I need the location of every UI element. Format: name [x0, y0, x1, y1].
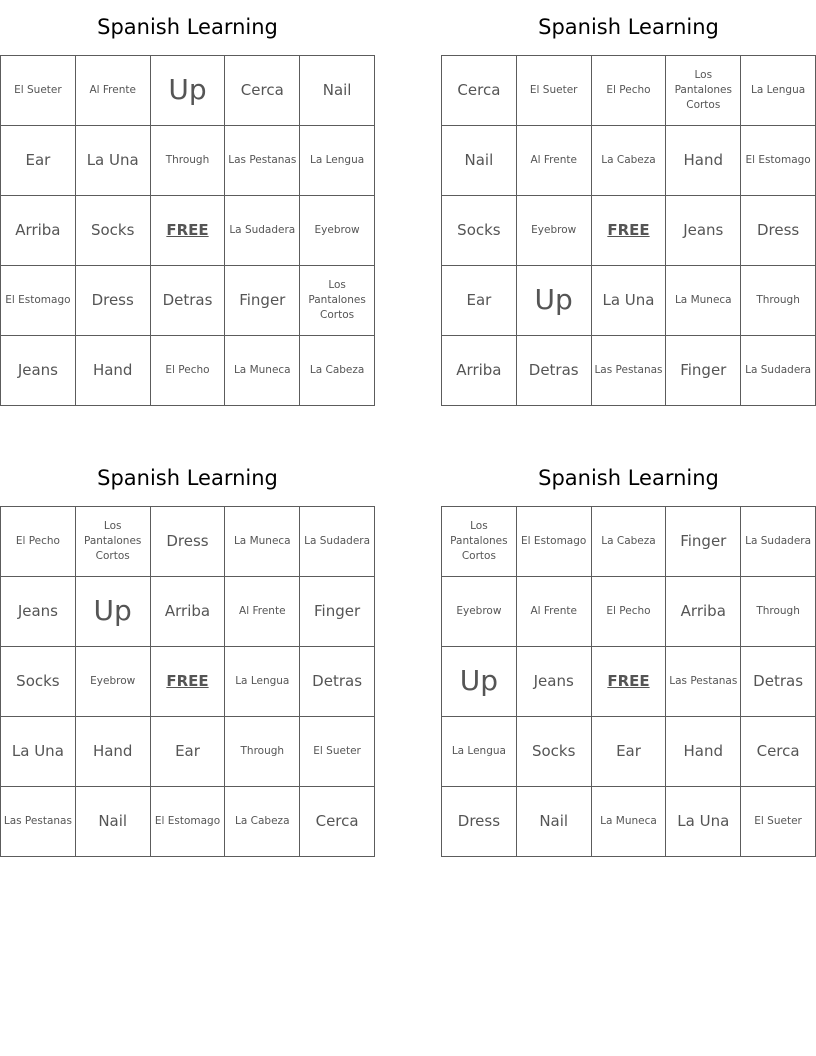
bingo-cell-text: La Muneca [600, 814, 657, 827]
bingo-cell [741, 507, 816, 577]
bingo-cell [666, 507, 741, 577]
bingo-cell-text: La Sudadera [745, 534, 812, 547]
bingo-cell-text: La Cabeza [601, 534, 656, 547]
bingo-cell [225, 266, 300, 336]
bingo-cell-text: La Lengua [751, 83, 806, 96]
bingo-cell-text: Finger [314, 601, 361, 620]
bingo-cell-text: Eyebrow [90, 674, 136, 687]
bingo-cell [300, 126, 375, 196]
bingo-cell-text: Up [93, 594, 132, 628]
bingo-cell-text: El Sueter [14, 83, 62, 96]
bingo-cell-text: El Pecho [165, 363, 210, 376]
bingo-cell-text: Las Pestanas [594, 363, 663, 376]
bingo-cell-text: El Estomago [154, 814, 221, 827]
bingo-cell-text: El Estomago [521, 534, 587, 547]
bingo-cell [76, 507, 151, 577]
bingo-cell-text: Up [534, 283, 573, 317]
bingo-cell-text: Los Pantalones Cortos [308, 278, 366, 322]
bingo-cell [442, 507, 517, 577]
bingo-cell [666, 717, 741, 787]
bingo-cell [517, 787, 592, 857]
bingo-cell [151, 507, 226, 577]
bingo-cell [1, 647, 76, 717]
bingo-cell-text: Cerca [315, 811, 359, 830]
bingo-cell [1, 266, 76, 336]
bingo-cell-text: FREE [607, 220, 650, 239]
bingo-cell [1, 787, 76, 857]
bingo-cell [592, 126, 667, 196]
bingo-cell-text: El Pecho [15, 534, 60, 547]
bingo-cell-text: Las Pestanas [3, 814, 72, 827]
bingo-cell-text: Las Pestanas [228, 153, 297, 166]
bingo-cell [76, 196, 151, 266]
bingo-cell-text: Cerca [756, 741, 800, 760]
bingo-cell-text: Ear [466, 290, 492, 309]
bingo-cell [517, 717, 592, 787]
bingo-cell [76, 577, 151, 647]
bingo-cell [666, 56, 741, 126]
bingo-cell [225, 577, 300, 647]
bingo-cell-text: Los Pantalones Cortos [83, 519, 142, 563]
bingo-cell-text: Finger [680, 360, 727, 379]
bingo-cell [517, 266, 592, 336]
bingo-cell [741, 787, 816, 857]
bingo-cell-text: El Sueter [754, 814, 802, 827]
bingo-cell-text: Dress [166, 531, 209, 550]
bingo-cell-text: Al Frente [239, 604, 286, 617]
bingo-cell-text: Hand [92, 360, 133, 379]
bingo-cell [225, 56, 300, 126]
bingo-cell-text: Detras [753, 671, 804, 690]
bingo-cell-text: Los Pantalones Cortos [674, 68, 732, 112]
bingo-cell [1, 717, 76, 787]
bingo-cell [76, 336, 151, 406]
bingo-cell [666, 126, 741, 196]
bingo-cell-text: Jeans [17, 360, 58, 379]
bingo-cell [300, 787, 375, 857]
bingo-cell [442, 647, 517, 717]
bingo-cell [151, 56, 226, 126]
bingo-cell [442, 266, 517, 336]
bingo-cell-text: Al Frente [89, 83, 136, 96]
bingo-cell [592, 266, 667, 336]
bingo-cell [442, 717, 517, 787]
bingo-cell [300, 196, 375, 266]
bingo-cell-text: El Pecho [606, 83, 651, 96]
bingo-cell-text: La Lengua [451, 744, 506, 757]
bingo-cell-text: Ear [25, 150, 51, 169]
bingo-cell-text: Through [240, 744, 285, 757]
bingo-cell-text: Jeans [683, 220, 724, 239]
bingo-cell [225, 196, 300, 266]
bingo-cell [300, 717, 375, 787]
bingo-cell [592, 577, 667, 647]
bingo-cell-text: El Estomago [745, 153, 811, 166]
bingo-cell [666, 336, 741, 406]
bingo-cell [517, 126, 592, 196]
bingo-cell-text: La Sudadera [304, 534, 371, 547]
bingo-cell [741, 717, 816, 787]
bingo-grid [441, 55, 816, 406]
bingo-cell [1, 507, 76, 577]
bingo-cell-text: La Cabeza [601, 153, 656, 166]
bingo-cell-text: Up [168, 73, 207, 107]
bingo-cell [225, 717, 300, 787]
bingo-cell-text: Nail [98, 811, 128, 830]
bingo-cell-text: Dress [756, 220, 800, 239]
bingo-cell-text: Arriba [680, 601, 726, 620]
bingo-cell-text: La Muneca [674, 293, 732, 306]
bingo-cell-text: El Pecho [606, 604, 651, 617]
bingo-cell-text: Socks [531, 741, 576, 760]
bingo-cell [151, 126, 226, 196]
bingo-cell-text: La Cabeza [309, 363, 365, 376]
bingo-cell [666, 196, 741, 266]
bingo-cell [592, 717, 667, 787]
bingo-cell-text: El Estomago [5, 293, 71, 306]
bingo-cell [666, 266, 741, 336]
free-space-cell [151, 647, 226, 717]
bingo-cell-text: El Sueter [313, 744, 361, 757]
bingo-cell-text: Ear [175, 741, 200, 760]
bingo-grid [0, 55, 375, 406]
bingo-cell-text: Hand [683, 741, 724, 760]
free-space-cell [592, 647, 667, 717]
bingo-cell-text: Eyebrow [531, 223, 577, 236]
bingo-cell-text: La Lengua [310, 153, 365, 166]
bingo-cell-text: Nail [322, 80, 352, 99]
bingo-cell [76, 787, 151, 857]
card-title: Spanish Learning [97, 466, 278, 490]
bingo-cell [76, 717, 151, 787]
bingo-cell-text: Jeans [17, 601, 58, 620]
card-title: Spanish Learning [538, 466, 719, 490]
bingo-cell [517, 577, 592, 647]
bingo-cell-text: Los Pantalones Cortos [450, 519, 508, 563]
bingo-cell [225, 507, 300, 577]
bingo-cell-text: Through [165, 153, 210, 166]
bingo-cell-text: Through [756, 604, 800, 617]
bingo-cell-text: Socks [457, 220, 501, 239]
bingo-grid [441, 506, 816, 857]
card-title: Spanish Learning [97, 15, 278, 39]
bingo-cell [225, 336, 300, 406]
card-title: Spanish Learning [538, 15, 719, 39]
bingo-cell [151, 717, 226, 787]
bingo-cell-text: La Sudadera [745, 363, 812, 376]
bingo-cell [225, 126, 300, 196]
bingo-cell [741, 577, 816, 647]
bingo-cell-text: Hand [683, 150, 724, 169]
bingo-cell-text: Arriba [164, 601, 211, 620]
bingo-grid [0, 506, 375, 857]
bingo-cell [592, 507, 667, 577]
bingo-cell [442, 196, 517, 266]
bingo-cell-text: FREE [607, 671, 650, 690]
bingo-cell-text: La Una [602, 290, 655, 309]
bingo-cell-text: Ear [616, 741, 641, 760]
bingo-cell-text: Dress [457, 811, 501, 830]
bingo-cell-text: FREE [166, 220, 209, 239]
bingo-cell-text: Detras [162, 290, 213, 309]
bingo-cell [151, 336, 226, 406]
bingo-cell-text: Nail [539, 811, 569, 830]
bingo-cell [225, 647, 300, 717]
bingo-cell-text: Finger [680, 531, 727, 550]
bingo-cell [442, 126, 517, 196]
bingo-cell-text: Socks [16, 671, 60, 690]
free-space-cell [592, 196, 667, 266]
bingo-cell [151, 787, 226, 857]
bingo-cell [300, 336, 375, 406]
bingo-cell [442, 577, 517, 647]
bingo-cell [1, 577, 76, 647]
bingo-cell-text: Hand [92, 741, 133, 760]
bingo-cell-text: Arriba [15, 220, 61, 239]
bingo-cell [300, 56, 375, 126]
bingo-cell-text: Eyebrow [456, 604, 502, 617]
bingo-cell [442, 56, 517, 126]
bingo-cell-text: Al Frente [530, 604, 577, 617]
bingo-cell-text: Las Pestanas [669, 674, 738, 687]
bingo-cell-text: Cerca [457, 80, 501, 99]
bingo-cell [300, 507, 375, 577]
bingo-cell [517, 56, 592, 126]
bingo-cell [442, 336, 517, 406]
bingo-cell [741, 196, 816, 266]
bingo-cell [1, 336, 76, 406]
bingo-cell [76, 56, 151, 126]
bingo-cell [151, 266, 226, 336]
bingo-cell [151, 577, 226, 647]
bingo-cell [741, 126, 816, 196]
bingo-cell-text: Eyebrow [314, 223, 360, 236]
bingo-cell [592, 787, 667, 857]
bingo-cell-text: La Una [11, 741, 64, 760]
bingo-cell-text: La Una [86, 150, 139, 169]
bingo-cell [517, 507, 592, 577]
bingo-cell-text: Dress [91, 290, 134, 309]
bingo-cell-text: La Una [677, 811, 730, 830]
bingo-cell [300, 647, 375, 717]
bingo-cell [1, 126, 76, 196]
bingo-cell [666, 787, 741, 857]
bingo-cell [225, 787, 300, 857]
bingo-cell-text: Through [756, 293, 800, 306]
bingo-cell [442, 787, 517, 857]
bingo-cell [76, 126, 151, 196]
bingo-cell [300, 266, 375, 336]
bingo-cell-text: El Sueter [529, 83, 578, 96]
bingo-cell-text: Detras [312, 671, 363, 690]
bingo-cell [1, 196, 76, 266]
bingo-cell [300, 577, 375, 647]
bingo-cell-text: Detras [528, 360, 579, 379]
bingo-cell-text: Nail [464, 150, 494, 169]
bingo-cell-text: Socks [90, 220, 135, 239]
bingo-cell [741, 647, 816, 717]
free-space-cell [151, 196, 226, 266]
bingo-cell [741, 56, 816, 126]
bingo-cell [741, 336, 816, 406]
bingo-cell-text: La Muneca [233, 363, 291, 376]
bingo-cell-text: La Cabeza [235, 814, 290, 827]
bingo-cell-text: La Sudadera [229, 223, 296, 236]
bingo-cell-text: Cerca [240, 80, 284, 99]
bingo-cell-text: Al Frente [530, 153, 577, 166]
bingo-cell [1, 56, 76, 126]
bingo-cell-text: Jeans [533, 671, 574, 690]
bingo-cell [517, 336, 592, 406]
bingo-cell-text: La Muneca [233, 534, 291, 547]
bingo-cell [592, 56, 667, 126]
bingo-cell [741, 266, 816, 336]
bingo-cell-text: FREE [166, 671, 209, 690]
bingo-cell [76, 647, 151, 717]
bingo-cell-text: Up [459, 664, 499, 698]
bingo-cell [666, 647, 741, 717]
bingo-cell [592, 336, 667, 406]
bingo-cell [76, 266, 151, 336]
bingo-cell-text: Arriba [456, 360, 502, 379]
bingo-cell-text: Finger [239, 290, 286, 309]
bingo-cell-text: La Lengua [235, 674, 290, 687]
bingo-cell [517, 196, 592, 266]
bingo-cell [666, 577, 741, 647]
bingo-cell [517, 647, 592, 717]
